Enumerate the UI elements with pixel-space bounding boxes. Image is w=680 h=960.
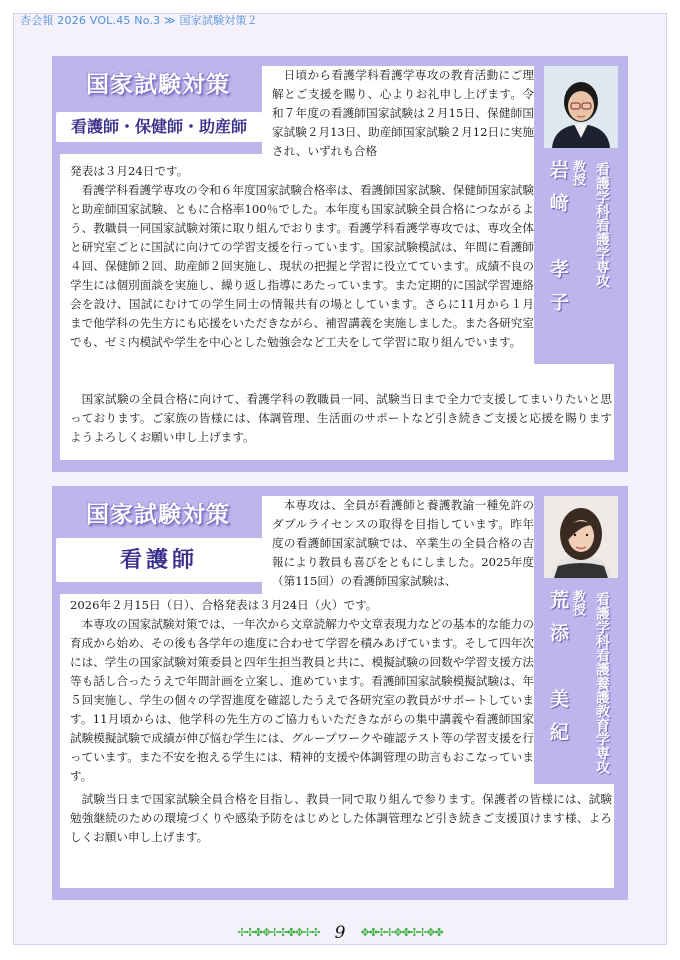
- ornament-left-icon: ✢✣✤✥✢✣✤✥✢✣: [237, 926, 320, 939]
- title-block: [52, 56, 262, 154]
- section-nursing-all: [52, 56, 628, 472]
- page-header: 杏会報 2026 VOL.45 No.3 ≫ 国家試験対策２: [20, 14, 258, 27]
- title-block: [52, 486, 262, 594]
- author-photo: [544, 66, 618, 148]
- intro-text: [272, 66, 534, 161]
- body-paragraph: 本専攻の国家試験対策では、一年次から文章読解力や文章表現力などの基本的な能力の育成から始め、その後も各学年の進度に合わせて学習を積みあげています。そして四年次には、学生の国家試験対策委員と四年生担当教員と共に、模擬試験の回数や学習支援方法等も話し合ったうえで年間計画を立案し、進めています。看護師国家試験模擬試験は、年５回実施し、学生の個々の学習進度を確認したうえで各研究室の教員がサポートしています。11月頃からは、他学科の先生方のご協力もいただきながらの集中講義や看護師国家試験模擬試験で成績が伸び悩む学生には、グループワークや確認テスト等の学習支援を行っています。また不安を抱える学生には、精神的支援や体調管理の助言もおこなっています。: [70, 617, 534, 783]
- section-nursing: [52, 486, 628, 900]
- body-paragraph: 看護学科看護学専攻の令和６年度国家試験合格率は、看護師国家試験、保健師国家試験と助産師国家試験、ともに合格率100％でした。本年度も国家試験全員合格につながるよう、教職員一同国家試験対策に取り組んでおります。看護学科看護学専攻では、専攻全体と研究室ごとに国試に向けての学習支援を行っています。国家試験模試は、年間に看護師４回、保健師２回、助産師２回実施し、現状の把握と学習に役立てています。成績不良の学生には個別面談を実施し、繰り返し指導にあたっています。また定期的に国試学習連絡会を設け、国試にむけての学生同士の情報共有の場としています。さらに11月から１月まで他学科の先生方にも応援をいただきながら、補習講義を実施しました。また各研究室でも、ゼミ内模試や学生を中心とした勉強会など工夫をして学習に取り組んでいます。: [70, 183, 534, 349]
- section-subtitle: 看護師: [56, 538, 262, 582]
- intro-continuation: 発表は３月24日です。: [70, 164, 189, 178]
- section-subtitle: 看護師・保健師・助産師: [56, 112, 262, 142]
- author-department: 看護学科看護養護教育学専攻: [594, 592, 610, 774]
- closing-paragraph: 試験当日まで国家試験全員合格を目指し、教員一同で取り組んで参ります。保護者の皆様には、試験勉強継続のための環境づくりや感染予防をはじめとした体調管理など引き続きご支援頂けます様、よろしくお願い申し上げます。: [70, 792, 612, 844]
- section-title: 国家試験対策: [86, 71, 230, 98]
- author-column: [534, 56, 628, 364]
- section-title: 国家試験対策: [86, 501, 230, 528]
- author-department: 看護学科看護学専攻: [594, 162, 610, 288]
- page-number: 9: [334, 922, 346, 943]
- body-text: [70, 162, 534, 352]
- closing-text: [70, 790, 612, 847]
- closing-paragraph: 国家試験の全員合格に向けて、看護学科の教職員一同、試験当日まで全力で支援してまいりたいと思っております。ご家族の皆様には、体調管理、生活面のサポートなど引き続きご支援と応援を賜りますようよろしくお願い申し上げます。: [70, 392, 612, 444]
- author-column: [534, 486, 628, 784]
- author-name: 岩﨑 孝子: [547, 160, 569, 325]
- author-name: 荒添 美紀: [547, 590, 569, 755]
- intro-paragraph: 本専攻は、全員が看護師と養護教諭一種免許のダブルライセンスの取得を目指しています。昨年度の看護師国家試験では、卒業生の全員合格の吉報により教員も喜びをともにしました。2025年度（第115回）の看護師国家試験は、: [272, 498, 534, 588]
- closing-text: [70, 390, 612, 447]
- intro-paragraph: 日頃から看護学科看護学専攻の教育活動にご理解とご支援を賜り、心よりお礼申し上げます。令和７年度の看護師国家試験は２月15日、保健師国家試験２月13日、助産師国家試験２月12日に実施され、いずれも合格: [272, 68, 534, 158]
- portrait-icon: [544, 496, 618, 578]
- portrait-icon: [544, 66, 618, 148]
- section-body: [60, 496, 614, 888]
- page-footer: [0, 922, 680, 943]
- section-body: [60, 66, 614, 460]
- intro-continuation: 2026年２月15日（日）、合格発表は３月24日（火）です。: [70, 598, 378, 612]
- author-rank: 教授: [570, 160, 585, 186]
- author-rank: 教授: [570, 590, 585, 616]
- intro-text: [272, 496, 534, 591]
- author-photo: [544, 496, 618, 578]
- ornament-right-icon: ✥✤✣✢✥✤✣✢✥✤: [360, 926, 443, 939]
- body-text: [70, 596, 534, 786]
